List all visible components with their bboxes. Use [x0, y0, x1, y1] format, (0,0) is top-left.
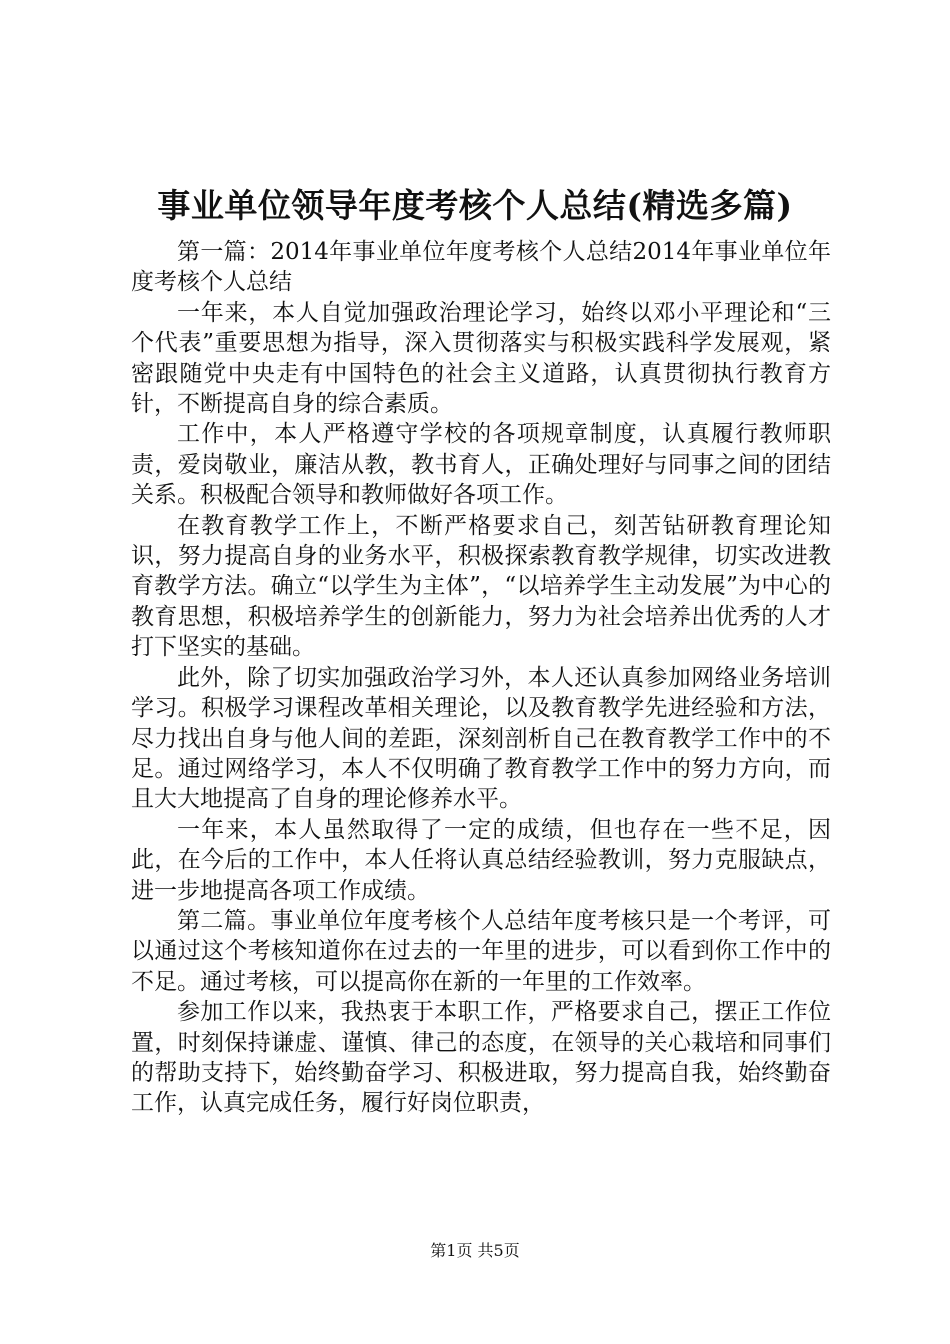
page-number-footer: 第1页 共5页	[430, 1241, 520, 1260]
paragraph: 此外，除了切实加强政治学习外，本人还认真参加网络业务培训学习。积极学习课程改革相关理论，以及教育教学先进经验和方法，尽力找出自身与他人间的差距，深刻剖析自己在教育教学工作中的不足。通过网络学习，本人不仅明确了教育教学工作中的努力方向，而且大大地提高了自身的理论修养水平。	[131, 664, 831, 813]
paragraph: 第一篇：2014年事业单位年度考核个人总结2014年事业单位年度考核个人总结	[131, 239, 831, 296]
paragraph: 在教育教学工作上，不断严格要求自己，刻苦钻研教育理论知识，努力提高自身的业务水平，积极探索教育教学规律，切实改进教育教学方法。确立“以学生为主体”，“以培养学生主动发展”为中心的教育思想，积极培养学生的创新能力，努力为社会培养出优秀的人才打下坚实的基础。	[131, 512, 831, 661]
document-title: 事业单位领导年度考核个人总结(精选多篇)	[157, 186, 793, 225]
paragraph: 参加工作以来，我热衷于本职工作，严格要求自己，摆正工作位置，时刻保持谦虚、谨慎、律己的态度，在领导的关心栽培和同事们的帮助支持下，始终勤奋学习、积极进取，努力提高自我，始终勤奋工作，认真完成任务，履行好岗位职责，	[131, 999, 831, 1117]
document-body	[131, 237, 831, 1119]
paragraph: 第二篇。事业单位年度考核个人总结年度考核只是一个考评，可以通过这个考核知道你在过去的一年里的进步，可以看到你工作中的不足。通过考核，可以提高你在新的一年里的工作效率。	[131, 907, 831, 995]
paragraph: 一年来，本人自觉加强政治理论学习，始终以邓小平理论和“三个代表”重要思想为指导，深入贯彻落实与积极实践科学发展观，紧密跟随党中央走有中国特色的社会主义道路，认真贯彻执行教育方针，不断提高自身的综合素质。	[131, 299, 831, 418]
paragraph: 工作中，本人严格遵守学校的各项规章制度，认真履行教师职责，爱岗敬业，廉洁从教，教书育人，正确处理好与同事之间的团结关系。积极配合领导和教师做好各项工作。	[131, 421, 831, 509]
paragraph: 一年来，本人虽然取得了一定的成绩，但也存在一些不足，因此，在今后的工作中，本人任将认真总结经验教训，努力克服缺点，进一步地提高各项工作成绩。	[131, 816, 831, 904]
